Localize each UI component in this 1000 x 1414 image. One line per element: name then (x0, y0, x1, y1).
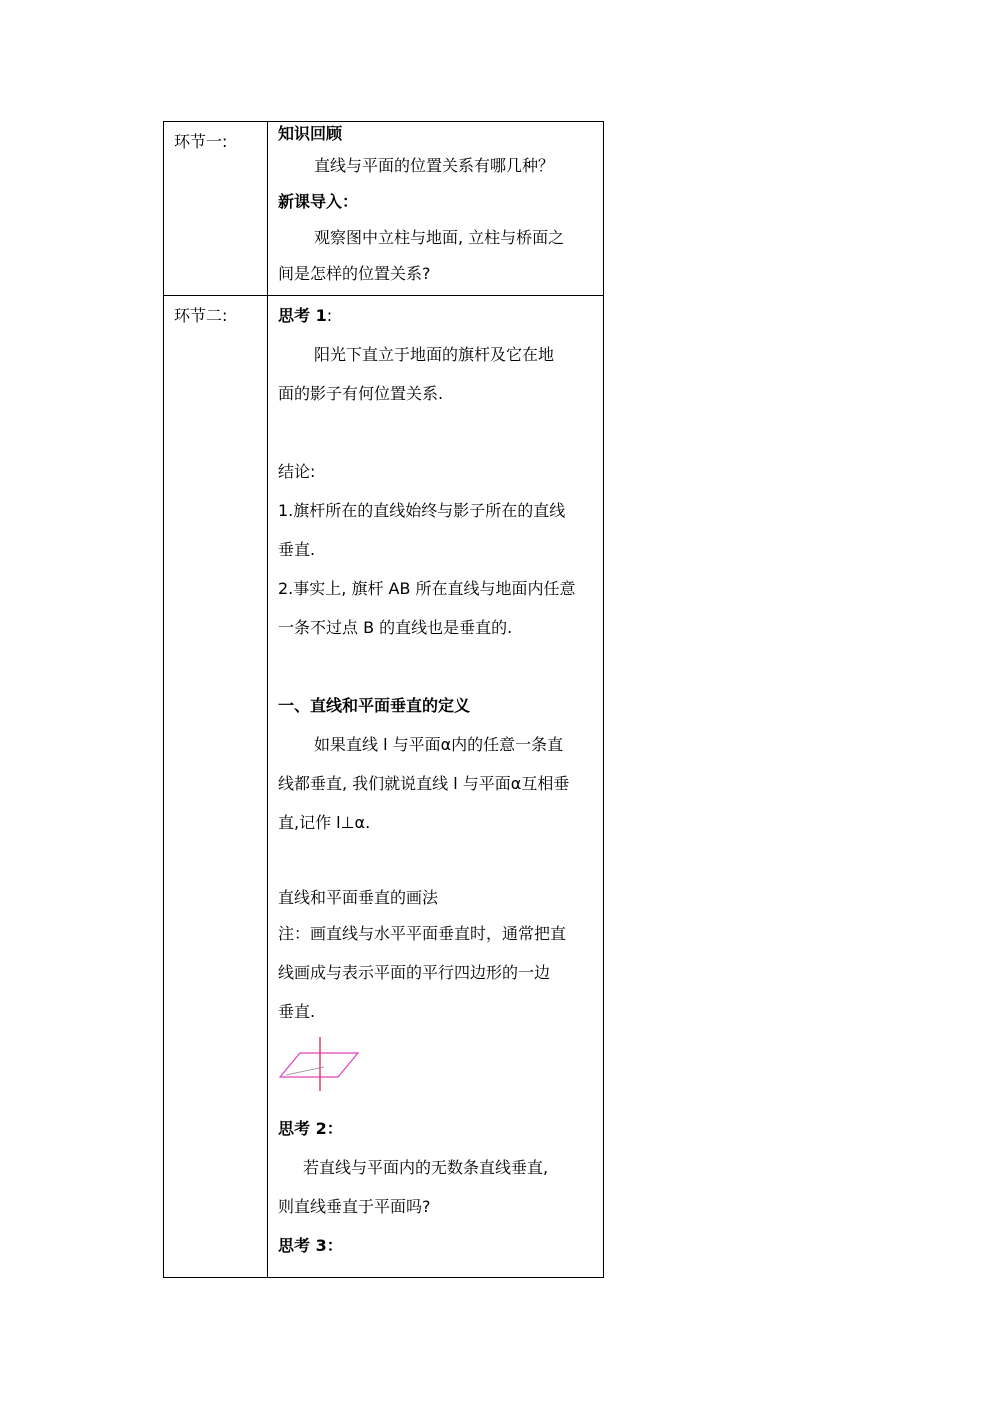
review-heading: 知识回顾 (278, 124, 343, 143)
section-label: 环节一: (174, 132, 228, 151)
intro-text-line: 观察图中立柱与地面, 立柱与桥面之 (314, 228, 565, 247)
conclusion-line: 2.事实上, 旗杆 AB 所在直线与地面内任意 (278, 579, 576, 598)
think3-heading: 思考 3： (278, 1236, 343, 1255)
think1-label: 思考 1 (278, 306, 327, 325)
think1-line: 阳光下直立于地面的旗杆及它在地 (314, 345, 555, 364)
conclusion-line: 一条不过点 B 的直线也是垂直的. (278, 618, 513, 637)
perpendicular-figure (278, 1031, 594, 1109)
think1-line: 面的影子有何位置关系. (278, 384, 444, 403)
drawing-heading: 直线和平面垂直的画法 (278, 888, 439, 907)
conclusion-heading: 结论: (278, 462, 316, 481)
intro-text-line: 间是怎样的位置关系? (278, 264, 431, 283)
section-content-cell (268, 122, 604, 296)
table-row (164, 296, 604, 1278)
conclusion-line: 垂直. (278, 540, 316, 559)
think1-colon: : (326, 306, 333, 325)
section-label-cell (164, 296, 268, 1278)
think1-heading (278, 296, 594, 335)
think2-heading: 思考 2： (278, 1119, 343, 1138)
table-row (164, 122, 604, 296)
think2-line: 则直线垂直于平面吗? (278, 1197, 431, 1216)
intro-heading: 新课导入： (278, 192, 359, 211)
section-label-cell (164, 122, 268, 296)
lesson-table (163, 121, 604, 1278)
note-line: 注：画直线与水平平面垂直时，通常把直 (278, 924, 567, 943)
conclusion-line: 1.旗杆所在的直线始终与影子所在的直线 (278, 501, 566, 520)
review-question: 直线与平面的位置关系有哪几种？ (314, 156, 555, 175)
definition-line: 线都垂直, 我们就说直线 l 与平面α互相垂 (278, 774, 570, 793)
definition-line: 如果直线 l 与平面α内的任意一条直 (314, 735, 564, 754)
definition-line: 直,记作 l⊥α. (278, 813, 371, 832)
think2-line: 若直线与平面内的无数条直线垂直, (303, 1158, 549, 1177)
note-line: 线画成与表示平面的平行四边形的一边 (278, 963, 551, 982)
definition-heading: 一、直线和平面垂直的定义 (278, 696, 471, 715)
section-content-cell (268, 296, 604, 1278)
line-in-plane (286, 1067, 324, 1075)
perpendicular-diagram (278, 1035, 368, 1095)
note-line: 垂直. (278, 1002, 316, 1021)
section-label: 环节二: (174, 306, 228, 325)
